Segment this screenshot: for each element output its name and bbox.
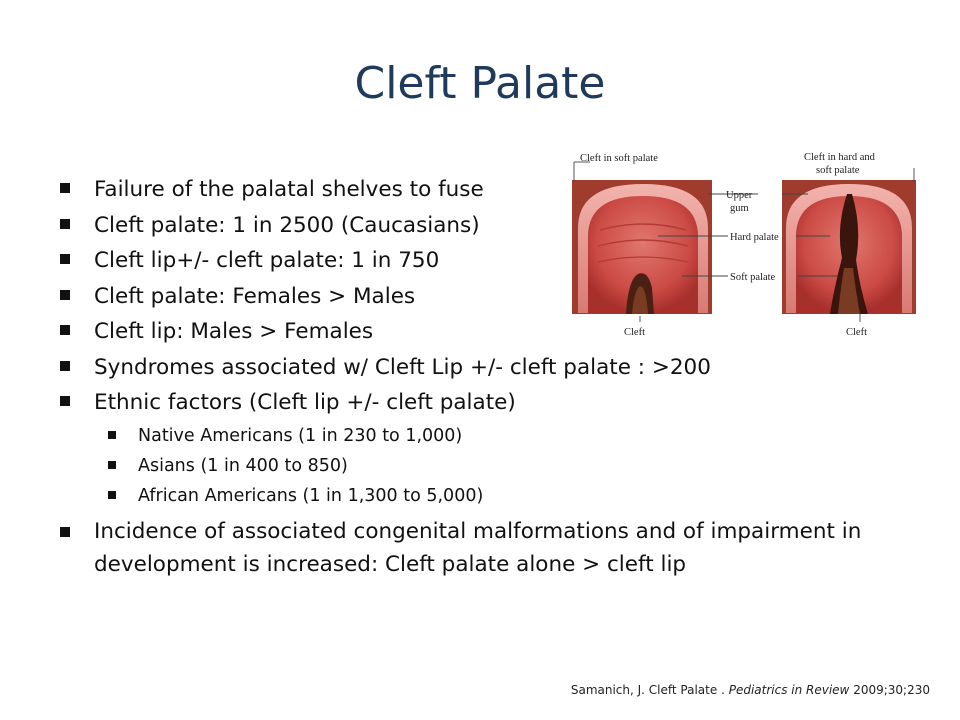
citation-journal: Pediatrics in Review	[728, 683, 850, 697]
square-bullet-icon	[60, 290, 70, 300]
bullet-text: Cleft palate: 1 in 2500 (Caucasians)	[94, 212, 480, 238]
bullet-text: Ethnic factors (Cleft lip +/- cleft palate)	[94, 390, 516, 415]
label-upper-gum-1: Upper	[726, 190, 753, 201]
bullet-item	[58, 350, 918, 386]
citation-author: Samanich, J. Cleft Palate .	[570, 683, 729, 697]
soft-palate-cleft-diagram	[572, 180, 712, 314]
hard-and-soft-palate-cleft-diagram	[782, 180, 916, 314]
bullet-text: Cleft lip+/- cleft palate: 1 in 750	[94, 248, 440, 273]
label-cleft-left: Cleft	[624, 327, 645, 338]
bullet-text: Failure of the palatal shelves to fuse	[94, 177, 484, 202]
slide-title: Cleft Palate	[354, 58, 606, 109]
bullet-text: Cleft lip: Males > Females	[94, 319, 374, 344]
square-bullet-icon	[60, 361, 70, 371]
label-cleft-right: Cleft	[846, 327, 867, 338]
label-soft-palate: Soft palate	[730, 272, 776, 283]
sub-bullet-text: Asians (1 in 400 to 850)	[138, 455, 348, 476]
square-bullet-icon	[108, 431, 116, 439]
sub-bullet-item	[58, 481, 918, 511]
square-bullet-icon	[60, 396, 70, 406]
square-bullet-icon	[60, 527, 70, 537]
square-bullet-icon	[60, 325, 70, 335]
bullet-text: Incidence of associated congenital malformations and of impairment in development is increased: Cleft palate alone > cleft lip	[94, 518, 862, 577]
square-bullet-icon	[60, 254, 70, 264]
square-bullet-icon	[60, 219, 70, 229]
bullet-text: Cleft palate: Females > Males	[94, 283, 416, 309]
sub-bullet-text: African Americans (1 in 1,300 to 5,000)	[138, 485, 484, 506]
citation	[571, 683, 930, 697]
bullet-item	[58, 511, 918, 581]
square-bullet-icon	[60, 183, 70, 193]
label-cleft-in-soft-palate: Cleft in soft palate	[580, 153, 658, 164]
bullet-text: Syndromes associated w/ Cleft Lip +/- cleft palate : >200	[94, 354, 711, 380]
cleft-palate-illustration	[568, 148, 918, 348]
sub-bullet-item	[58, 421, 918, 451]
label-upper-gum-2: gum	[730, 203, 749, 214]
square-bullet-icon	[108, 461, 116, 469]
sub-bullet-text: Native Americans (1 in 230 to 1,000)	[138, 425, 463, 446]
square-bullet-icon	[108, 491, 116, 499]
sub-bullet-item	[58, 451, 918, 481]
bullet-item	[58, 385, 918, 421]
label-cleft-hard-soft-2: soft palate	[816, 165, 860, 176]
citation-ref: 2009;30;230	[849, 683, 930, 697]
label-cleft-hard-soft-1: Cleft in hard and	[804, 152, 875, 163]
label-hard-palate: Hard palate	[730, 232, 779, 243]
